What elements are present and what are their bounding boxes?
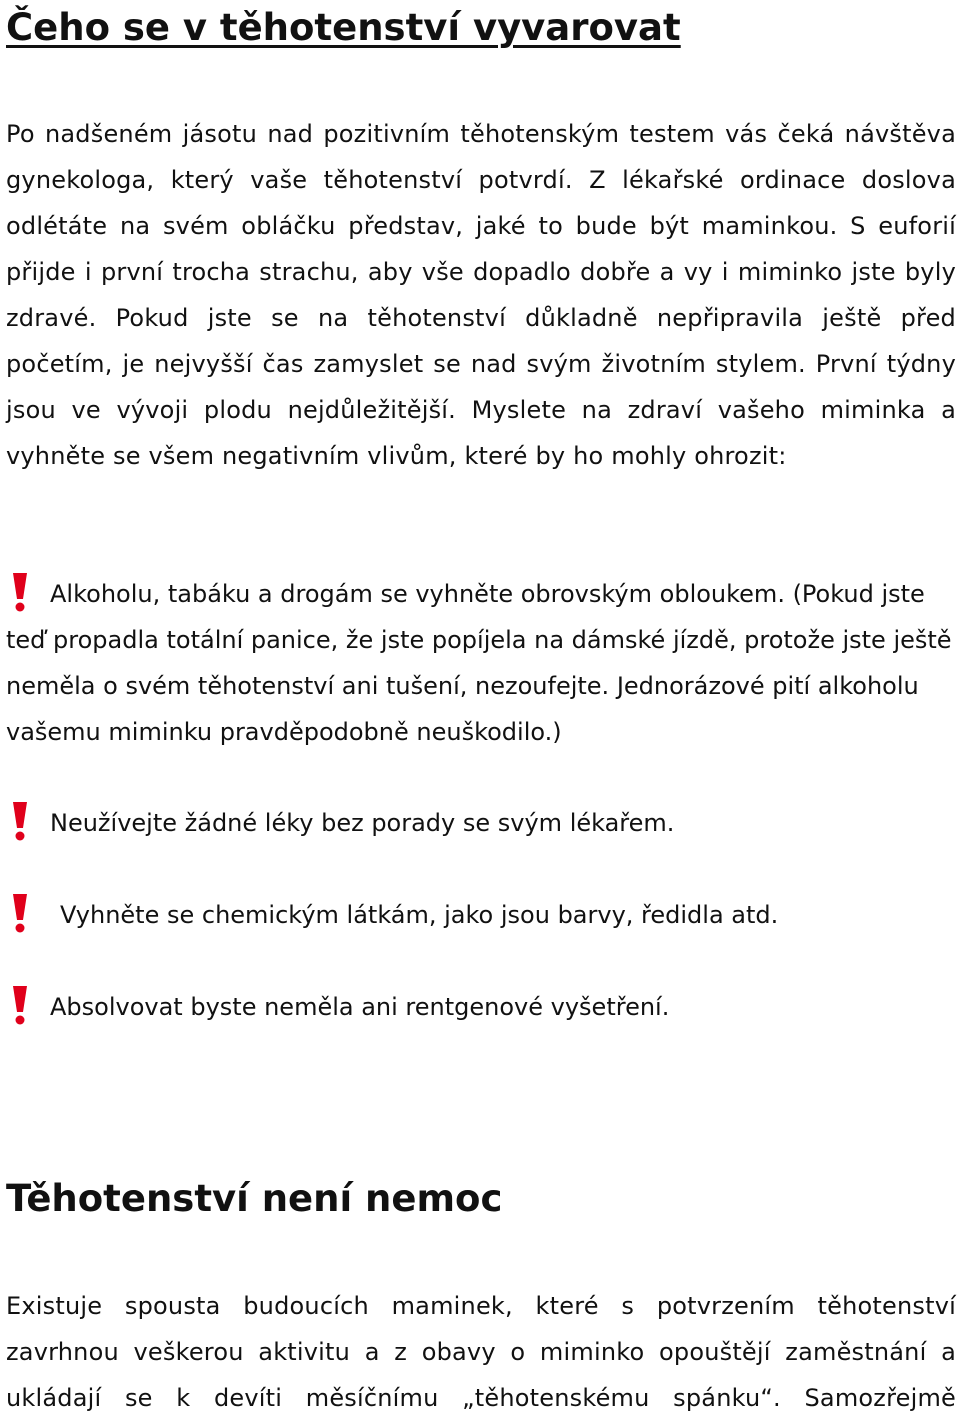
warning-item-alcohol [6, 571, 956, 755]
warning-item-chemicals [6, 892, 956, 938]
exclamation-icon [6, 985, 34, 1025]
exclamation-icon [6, 893, 34, 933]
section-title-not-illness: Těhotenství není nemoc [6, 1177, 503, 1220]
warning-text: Neužívejte žádné léky bez porady se svým lékařem. [50, 809, 675, 837]
warning-text: Vyhněte se chemickým látkám, jako jsou barvy, ředidla atd. [60, 901, 779, 929]
section-title-avoid-text: Čeho se v těhotenství vyvarovat [6, 6, 681, 49]
exclamation-icon [6, 572, 34, 612]
warning-text: Alkoholu, tabáku a drogám se vyhněte obrovským obloukem. (Pokud jste teď propadla totální panice, že jste popíjela na dámské jízdě, protože jste ještě neměla o svém těhotenství ani tušení, nezoufejte. Jednorázové pití alkoholu vašemu miminku pravděpodobně neuškodilo.) [6, 580, 952, 746]
warning-item-xray [6, 984, 956, 1030]
section-title-avoid [6, 5, 681, 51]
warning-text: Absolvovat byste neměla ani rentgenové vyšetření. [50, 993, 670, 1021]
exclamation-icon [6, 801, 34, 841]
intro-paragraph: Po nadšeném jásotu nad pozitivním těhotenským testem vás čeká návštěva gynekologa, který vaše těhotenství potvrdí. Z lékařské ordinace doslova odlétáte na svém obláčku představ, jaké to bude být maminkou. S euforií přijde i první trocha strachu, aby vše dopadlo dobře a vy i miminko jste byly zdravé. Pokud jste se na těhotenství důkladně nepřipravila ještě před početím, je nejvyšší čas zamyslet se nad svým životním stylem. První týdny jsou ve vývoji plodu nejdůležitější. Myslete na zdraví vašeho miminka a vyhněte se všem negativním vlivům, které by ho mohly ohrozit: [6, 120, 956, 470]
section-2-paragraph: Existuje spousta budoucích maminek, které s potvrzením těhotenství zavrhnou veškerou aktivitu a z obavy o miminko opouštějí zaměstnání a ukládají se k devíti měsíčnímu „těhotenskému spánku“. Samozřejmě [6, 1292, 956, 1412]
warning-item-medication [6, 800, 956, 846]
